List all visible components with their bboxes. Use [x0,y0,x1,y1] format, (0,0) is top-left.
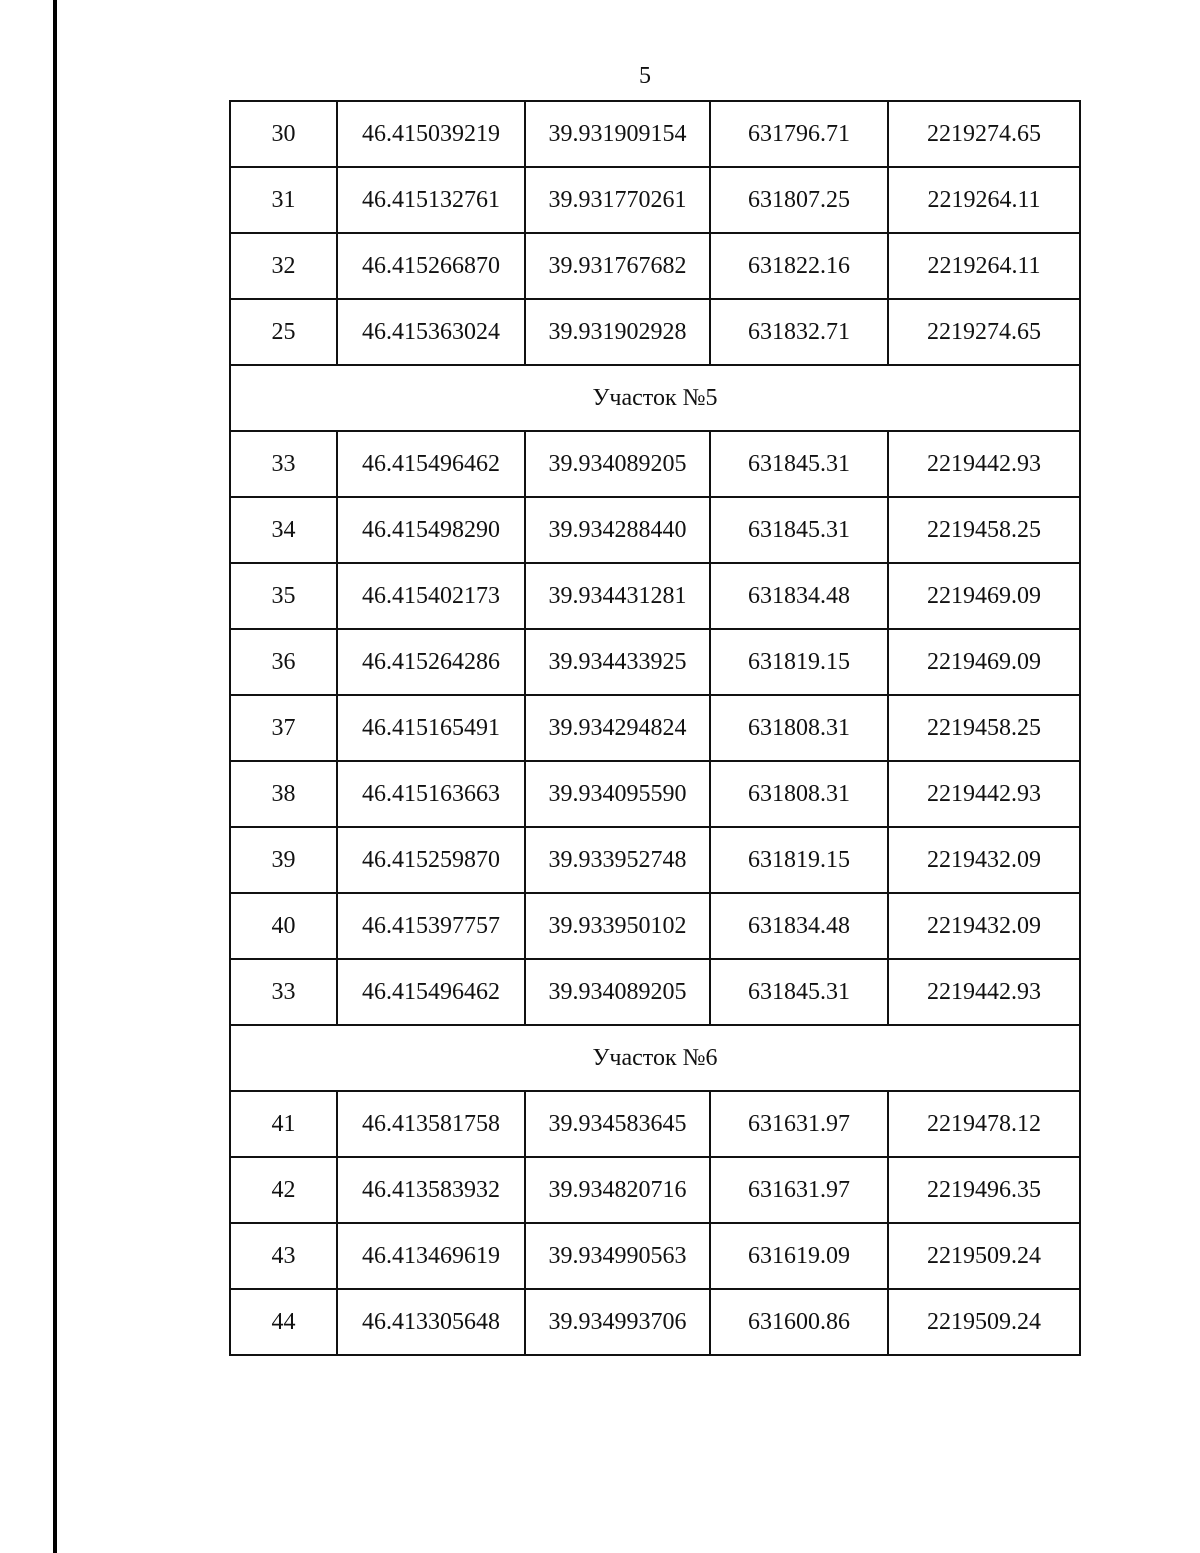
longitude-cell: 39.934089205 [525,431,710,497]
y-coordinate-cell: 2219432.09 [888,827,1080,893]
longitude-cell: 39.933950102 [525,893,710,959]
x-coordinate-cell: 631822.16 [710,233,888,299]
longitude-cell: 39.934990563 [525,1223,710,1289]
coordinates-table-body [230,101,1080,1355]
longitude-cell: 39.934433925 [525,629,710,695]
x-coordinate-cell: 631819.15 [710,629,888,695]
point-number-cell: 40 [230,893,337,959]
table-row [230,629,1080,695]
x-coordinate-cell: 631819.15 [710,827,888,893]
latitude-cell: 46.413583932 [337,1157,525,1223]
table-row [230,695,1080,761]
point-number-cell: 25 [230,299,337,365]
latitude-cell: 46.415496462 [337,959,525,1025]
table-row [230,1157,1080,1223]
point-number-cell: 31 [230,167,337,233]
x-coordinate-cell: 631807.25 [710,167,888,233]
x-coordinate-cell: 631845.31 [710,497,888,563]
latitude-cell: 46.415264286 [337,629,525,695]
y-coordinate-cell: 2219274.65 [888,299,1080,365]
x-coordinate-cell: 631619.09 [710,1223,888,1289]
page-number: 5 [639,63,651,89]
latitude-cell: 46.415397757 [337,893,525,959]
x-coordinate-cell: 631845.31 [710,431,888,497]
longitude-cell: 39.934089205 [525,959,710,1025]
longitude-cell: 39.931909154 [525,101,710,167]
latitude-cell: 46.415266870 [337,233,525,299]
y-coordinate-cell: 2219432.09 [888,893,1080,959]
x-coordinate-cell: 631600.86 [710,1289,888,1355]
table-row [230,827,1080,893]
longitude-cell: 39.934095590 [525,761,710,827]
y-coordinate-cell: 2219442.93 [888,431,1080,497]
latitude-cell: 46.415496462 [337,431,525,497]
longitude-cell: 39.934583645 [525,1091,710,1157]
point-number-cell: 42 [230,1157,337,1223]
latitude-cell: 46.413305648 [337,1289,525,1355]
longitude-cell: 39.931770261 [525,167,710,233]
longitude-cell: 39.931767682 [525,233,710,299]
longitude-cell: 39.934288440 [525,497,710,563]
point-number-cell: 30 [230,101,337,167]
point-number-cell: 34 [230,497,337,563]
point-number-cell: 44 [230,1289,337,1355]
x-coordinate-cell: 631832.71 [710,299,888,365]
latitude-cell: 46.415163663 [337,761,525,827]
section-heading-row [230,1025,1080,1091]
table-row [230,431,1080,497]
coordinates-table [229,100,1081,1356]
table-row [230,1091,1080,1157]
table-row [230,893,1080,959]
point-number-cell: 39 [230,827,337,893]
point-number-cell: 36 [230,629,337,695]
point-number-cell: 37 [230,695,337,761]
point-number-cell: 35 [230,563,337,629]
y-coordinate-cell: 2219264.11 [888,167,1080,233]
longitude-cell: 39.933952748 [525,827,710,893]
latitude-cell: 46.415402173 [337,563,525,629]
table-row [230,497,1080,563]
point-number-cell: 33 [230,959,337,1025]
y-coordinate-cell: 2219469.09 [888,629,1080,695]
x-coordinate-cell: 631808.31 [710,695,888,761]
latitude-cell: 46.413469619 [337,1223,525,1289]
y-coordinate-cell: 2219509.24 [888,1223,1080,1289]
table-row [230,299,1080,365]
table-row [230,1223,1080,1289]
point-number-cell: 33 [230,431,337,497]
y-coordinate-cell: 2219264.11 [888,233,1080,299]
y-coordinate-cell: 2219478.12 [888,1091,1080,1157]
table-row [230,167,1080,233]
longitude-cell: 39.931902928 [525,299,710,365]
binding-edge-line [53,0,57,1553]
longitude-cell: 39.934431281 [525,563,710,629]
y-coordinate-cell: 2219274.65 [888,101,1080,167]
point-number-cell: 38 [230,761,337,827]
y-coordinate-cell: 2219458.25 [888,695,1080,761]
y-coordinate-cell: 2219442.93 [888,959,1080,1025]
table-row [230,233,1080,299]
longitude-cell: 39.934820716 [525,1157,710,1223]
latitude-cell: 46.415363024 [337,299,525,365]
x-coordinate-cell: 631834.48 [710,893,888,959]
latitude-cell: 46.413581758 [337,1091,525,1157]
y-coordinate-cell: 2219469.09 [888,563,1080,629]
table-row [230,959,1080,1025]
section-heading: Участок №6 [230,1025,1080,1091]
table-row [230,761,1080,827]
point-number-cell: 32 [230,233,337,299]
x-coordinate-cell: 631808.31 [710,761,888,827]
table-row [230,1289,1080,1355]
latitude-cell: 46.415165491 [337,695,525,761]
latitude-cell: 46.415498290 [337,497,525,563]
longitude-cell: 39.934294824 [525,695,710,761]
latitude-cell: 46.415039219 [337,101,525,167]
point-number-cell: 41 [230,1091,337,1157]
y-coordinate-cell: 2219458.25 [888,497,1080,563]
x-coordinate-cell: 631796.71 [710,101,888,167]
point-number-cell: 43 [230,1223,337,1289]
longitude-cell: 39.934993706 [525,1289,710,1355]
y-coordinate-cell: 2219509.24 [888,1289,1080,1355]
latitude-cell: 46.415132761 [337,167,525,233]
y-coordinate-cell: 2219496.35 [888,1157,1080,1223]
table-row [230,563,1080,629]
x-coordinate-cell: 631631.97 [710,1157,888,1223]
latitude-cell: 46.415259870 [337,827,525,893]
section-heading-row [230,365,1080,431]
y-coordinate-cell: 2219442.93 [888,761,1080,827]
x-coordinate-cell: 631834.48 [710,563,888,629]
table-row [230,101,1080,167]
x-coordinate-cell: 631845.31 [710,959,888,1025]
x-coordinate-cell: 631631.97 [710,1091,888,1157]
section-heading: Участок №5 [230,365,1080,431]
